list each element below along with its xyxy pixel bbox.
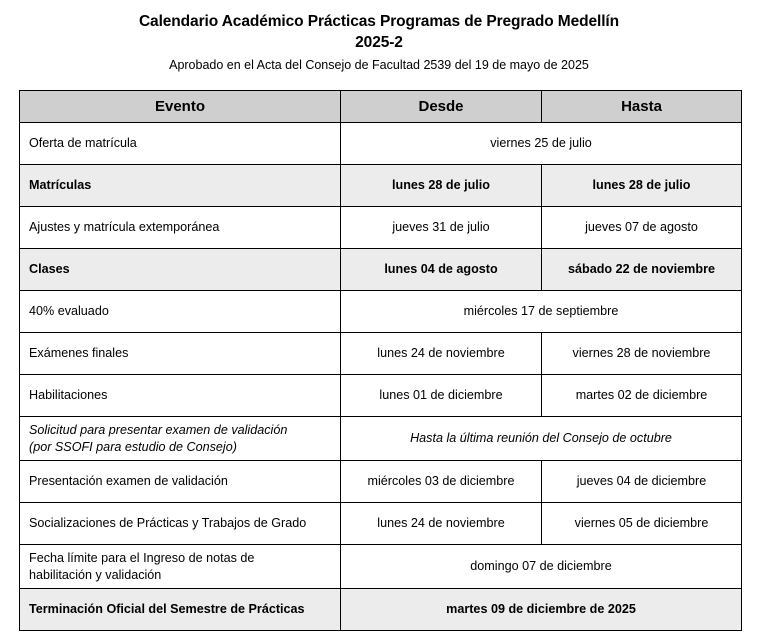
- calendar-table-container: [19, 90, 741, 631]
- cell-hasta: viernes 28 de noviembre: [542, 333, 742, 375]
- table-row: [20, 207, 742, 249]
- cell-evento: Ajustes y matrícula extemporánea: [20, 207, 341, 249]
- table-row: [20, 333, 742, 375]
- cell-fecha-merged: martes 09 de diciembre de 2025: [341, 589, 742, 631]
- table-row: [20, 461, 742, 503]
- table-row: [20, 291, 742, 333]
- cell-evento: Habilitaciones: [20, 375, 341, 417]
- cell-evento: Matrículas: [20, 165, 341, 207]
- cell-evento: Terminación Oficial del Semestre de Prácticas: [20, 589, 341, 631]
- cell-evento: Clases: [20, 249, 341, 291]
- table-row: [20, 417, 742, 461]
- cell-hasta: martes 02 de diciembre: [542, 375, 742, 417]
- cell-evento: Presentación examen de validación: [20, 461, 341, 503]
- cell-desde: lunes 28 de julio: [341, 165, 542, 207]
- cell-evento-line-1: Fecha límite para el Ingreso de notas de: [29, 550, 255, 565]
- academic-calendar-table: [19, 90, 742, 631]
- page-title-line-2: 2025-2: [355, 34, 403, 51]
- column-header-hasta: Hasta: [542, 91, 742, 123]
- cell-fecha-merged: viernes 25 de julio: [341, 123, 742, 165]
- document-heading: [0, 0, 758, 75]
- table-row: [20, 375, 742, 417]
- table-row: [20, 249, 742, 291]
- cell-desde: miércoles 03 de diciembre: [341, 461, 542, 503]
- table-body: [20, 123, 742, 631]
- table-header-row: [20, 91, 742, 123]
- cell-desde: lunes 24 de noviembre: [341, 503, 542, 545]
- cell-evento-line-1: Solicitud para presentar examen de validación: [29, 422, 288, 437]
- cell-desde: lunes 01 de diciembre: [341, 375, 542, 417]
- cell-desde: lunes 24 de noviembre: [341, 333, 542, 375]
- cell-desde: lunes 04 de agosto: [341, 249, 542, 291]
- table-row: [20, 165, 742, 207]
- page-subtitle: Aprobado en el Acta del Consejo de Facultad 2539 del 19 de mayo de 2025: [169, 58, 589, 72]
- cell-evento: Oferta de matrícula: [20, 123, 341, 165]
- cell-evento: Socializaciones de Prácticas y Trabajos de Grado: [20, 503, 341, 545]
- cell-hasta: jueves 07 de agosto: [542, 207, 742, 249]
- cell-hasta: viernes 05 de diciembre: [542, 503, 742, 545]
- column-header-evento: Evento: [20, 91, 341, 123]
- table-row: [20, 589, 742, 631]
- table-row: [20, 503, 742, 545]
- cell-fecha-merged: Hasta la última reunión del Consejo de octubre: [341, 417, 742, 461]
- cell-fecha-merged: domingo 07 de diciembre: [341, 545, 742, 589]
- cell-hasta: jueves 04 de diciembre: [542, 461, 742, 503]
- cell-evento-line-2: habilitación y validación: [29, 567, 162, 582]
- table-header: [20, 91, 742, 123]
- cell-evento: [20, 417, 341, 461]
- cell-desde: jueves 31 de julio: [341, 207, 542, 249]
- cell-fecha-merged: miércoles 17 de septiembre: [341, 291, 742, 333]
- page-title-line-1: Calendario Académico Prácticas Programas de Pregrado Medellín: [138, 13, 620, 30]
- cell-evento-line-2: (por SSOFI para estudio de Consejo): [29, 439, 237, 454]
- cell-evento: 40% evaluado: [20, 291, 341, 333]
- table-row: [20, 545, 742, 589]
- cell-hasta: lunes 28 de julio: [542, 165, 742, 207]
- table-row: [20, 123, 742, 165]
- cell-evento: Exámenes finales: [20, 333, 341, 375]
- column-header-desde: Desde: [341, 91, 542, 123]
- cell-hasta: sábado 22 de noviembre: [542, 249, 742, 291]
- cell-evento: [20, 545, 341, 589]
